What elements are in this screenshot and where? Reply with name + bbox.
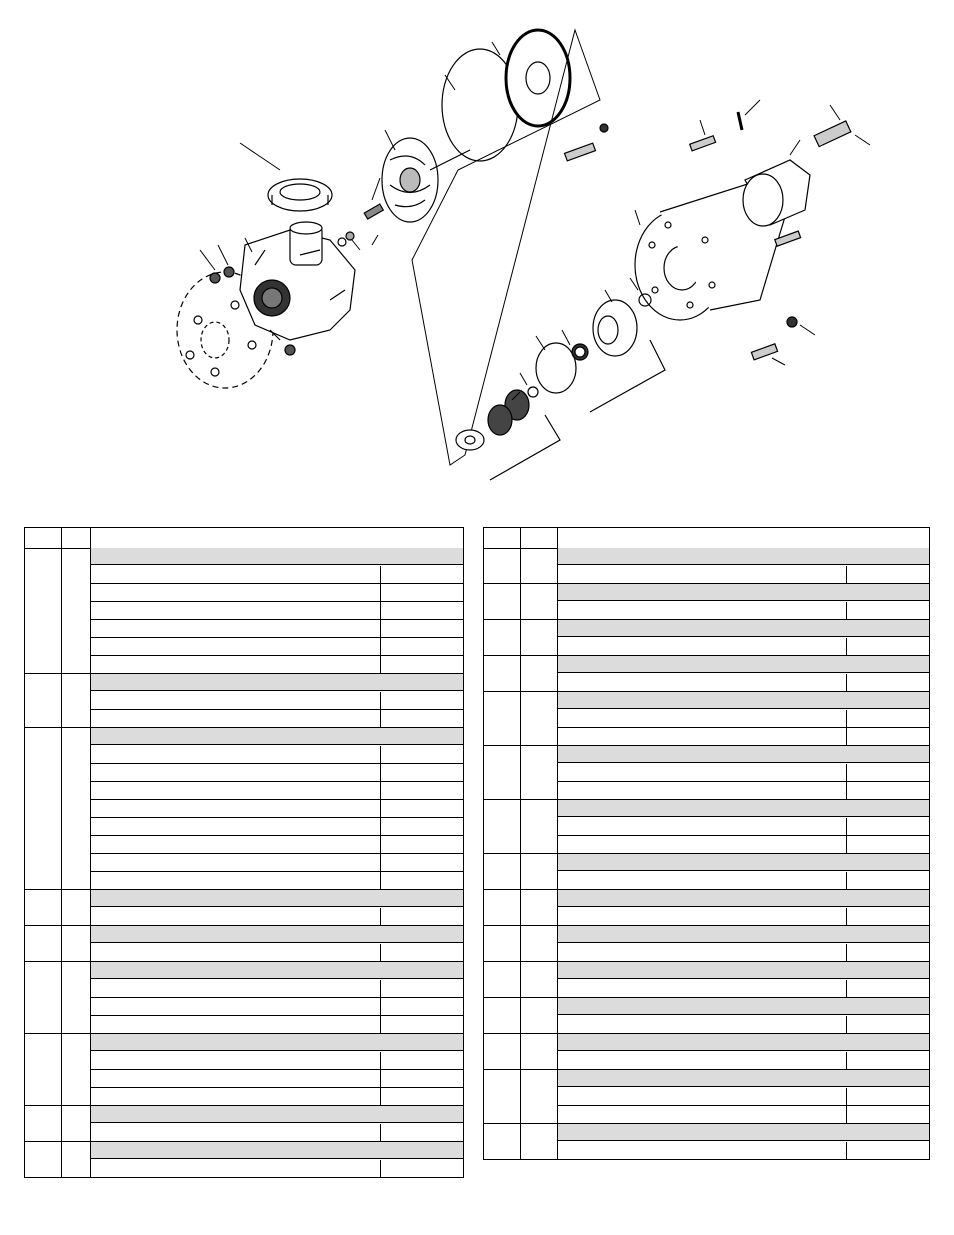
part-group <box>484 962 929 998</box>
table-row <box>91 800 463 818</box>
volute-housing <box>240 222 355 340</box>
table-row <box>91 1124 463 1142</box>
part-group <box>484 800 929 854</box>
part-group <box>484 620 929 656</box>
qty-cell <box>380 872 463 890</box>
part-group <box>484 998 929 1034</box>
table-row <box>91 584 463 602</box>
group-heading-bar <box>558 548 929 565</box>
group-heading-bar <box>91 926 463 943</box>
qty-cell <box>380 1016 463 1034</box>
part-group <box>25 548 463 674</box>
table-row <box>91 602 463 620</box>
table-row <box>91 836 463 854</box>
qty-cell <box>846 674 929 692</box>
part-group <box>484 926 929 962</box>
table-row <box>91 782 463 800</box>
table-row <box>91 620 463 638</box>
table-row <box>91 1052 463 1070</box>
qty-cell <box>380 1052 463 1069</box>
group-heading-bar <box>91 728 463 745</box>
qty-cell <box>380 980 463 997</box>
table-row <box>558 1106 929 1124</box>
qty-cell <box>846 764 929 781</box>
motor-shaft <box>743 121 851 226</box>
shaft-pin <box>738 112 742 130</box>
part-group <box>25 1142 463 1178</box>
table-row <box>558 908 929 926</box>
table-row <box>558 980 929 998</box>
qty-cell <box>846 566 929 584</box>
table-row <box>91 1160 463 1178</box>
table-row <box>558 638 929 656</box>
group-heading-bar <box>558 1070 929 1087</box>
qty-cell <box>846 818 929 835</box>
qty-cell <box>380 584 463 601</box>
table-row <box>558 710 929 728</box>
qty-cell <box>380 1124 463 1142</box>
group-heading-bar <box>91 674 463 691</box>
group-heading-bar <box>558 998 929 1015</box>
part-group <box>25 926 463 962</box>
part-group <box>484 548 929 584</box>
group-heading-bar <box>558 854 929 871</box>
table-row <box>558 782 929 800</box>
qty-cell <box>846 908 929 926</box>
table-row <box>91 908 463 926</box>
qty-cell <box>846 638 929 656</box>
part-group <box>484 890 929 926</box>
part-group <box>484 746 929 800</box>
table-row <box>558 1088 929 1106</box>
table-row <box>91 872 463 890</box>
qty-cell <box>380 1088 463 1106</box>
qty-cell <box>846 710 929 727</box>
qty-cell <box>380 566 463 583</box>
table-row <box>558 764 929 782</box>
table-row <box>91 764 463 782</box>
qty-cell <box>380 800 463 817</box>
table-row <box>558 818 929 836</box>
qty-cell <box>846 944 929 962</box>
group-heading-bar <box>558 926 929 943</box>
flange-gasket <box>268 179 332 211</box>
qty-cell <box>380 998 463 1015</box>
table-row <box>558 1052 929 1070</box>
qty-cell <box>380 764 463 781</box>
adapter-plate <box>506 30 570 126</box>
qty-cell <box>380 710 463 728</box>
group-heading-bar <box>558 656 929 673</box>
part-group <box>484 854 929 890</box>
qty-cell <box>380 692 463 709</box>
qty-cell <box>380 782 463 799</box>
seal-assembly <box>456 294 665 480</box>
qty-cell <box>846 728 929 746</box>
qty-cell <box>846 1106 929 1124</box>
exploded-parts-diagram <box>0 0 954 500</box>
table-row <box>558 944 929 962</box>
qty-cell <box>380 656 463 674</box>
table-row <box>91 656 463 674</box>
group-heading-bar <box>558 1034 929 1051</box>
group-heading-bar <box>91 1106 463 1123</box>
table-row <box>91 854 463 872</box>
table-row <box>558 728 929 746</box>
qty-cell <box>380 620 463 637</box>
part-group <box>25 962 463 1034</box>
table-row <box>558 566 929 584</box>
table-row <box>91 944 463 962</box>
qty-cell <box>846 602 929 620</box>
qty-cell <box>380 1160 463 1178</box>
qty-cell <box>380 602 463 619</box>
qty-cell <box>380 818 463 835</box>
group-heading-bar <box>91 1034 463 1051</box>
group-heading-bar <box>558 692 929 709</box>
table-row <box>558 836 929 854</box>
part-group <box>484 656 929 692</box>
qty-cell <box>380 1070 463 1087</box>
part-group <box>25 728 463 890</box>
qty-cell <box>846 1052 929 1070</box>
parts-table-right <box>483 527 930 1160</box>
hex-bolts <box>565 124 716 161</box>
qty-cell <box>846 1088 929 1105</box>
qty-cell <box>380 746 463 763</box>
table-row <box>558 674 929 692</box>
table-row <box>91 710 463 728</box>
part-group <box>484 584 929 620</box>
part-group <box>484 1124 929 1160</box>
group-heading-bar <box>558 800 929 817</box>
table-row <box>558 872 929 890</box>
parts-table-left <box>24 527 464 1178</box>
qty-cell <box>380 944 463 962</box>
qty-cell <box>846 980 929 998</box>
group-heading-bar <box>91 1142 463 1159</box>
table-row <box>91 1088 463 1106</box>
table-row <box>91 746 463 764</box>
studs <box>338 204 383 246</box>
part-group <box>484 1034 929 1070</box>
part-group <box>25 890 463 926</box>
group-heading-bar <box>91 548 463 565</box>
table-row <box>91 638 463 656</box>
table-row <box>91 1016 463 1034</box>
group-heading-bar <box>558 584 929 601</box>
table-row <box>558 602 929 620</box>
group-heading-bar <box>91 890 463 907</box>
group-heading-bar <box>558 746 929 763</box>
group-heading-bar <box>558 1124 929 1141</box>
table-row <box>91 980 463 998</box>
table-row <box>558 1016 929 1034</box>
part-group <box>25 1106 463 1142</box>
qty-cell <box>380 854 463 871</box>
part-group <box>484 692 929 746</box>
table-row <box>91 692 463 710</box>
qty-cell <box>846 872 929 890</box>
qty-cell <box>380 638 463 655</box>
part-group <box>25 674 463 728</box>
part-group <box>484 1070 929 1124</box>
table-row <box>558 1142 929 1160</box>
qty-cell <box>846 1016 929 1034</box>
qty-cell <box>846 836 929 854</box>
group-heading-bar <box>91 962 463 979</box>
group-heading-bar <box>558 890 929 907</box>
qty-cell <box>380 836 463 853</box>
table-header <box>484 528 929 549</box>
part-group <box>25 1034 463 1106</box>
impeller <box>382 138 470 222</box>
group-heading-bar <box>558 962 929 979</box>
group-heading-bar <box>558 620 929 637</box>
table-row <box>91 818 463 836</box>
table-row <box>91 1070 463 1088</box>
qty-cell <box>380 908 463 926</box>
qty-cell <box>846 782 929 800</box>
qty-cell <box>846 1142 929 1160</box>
table-row <box>91 566 463 584</box>
table-row <box>91 998 463 1016</box>
